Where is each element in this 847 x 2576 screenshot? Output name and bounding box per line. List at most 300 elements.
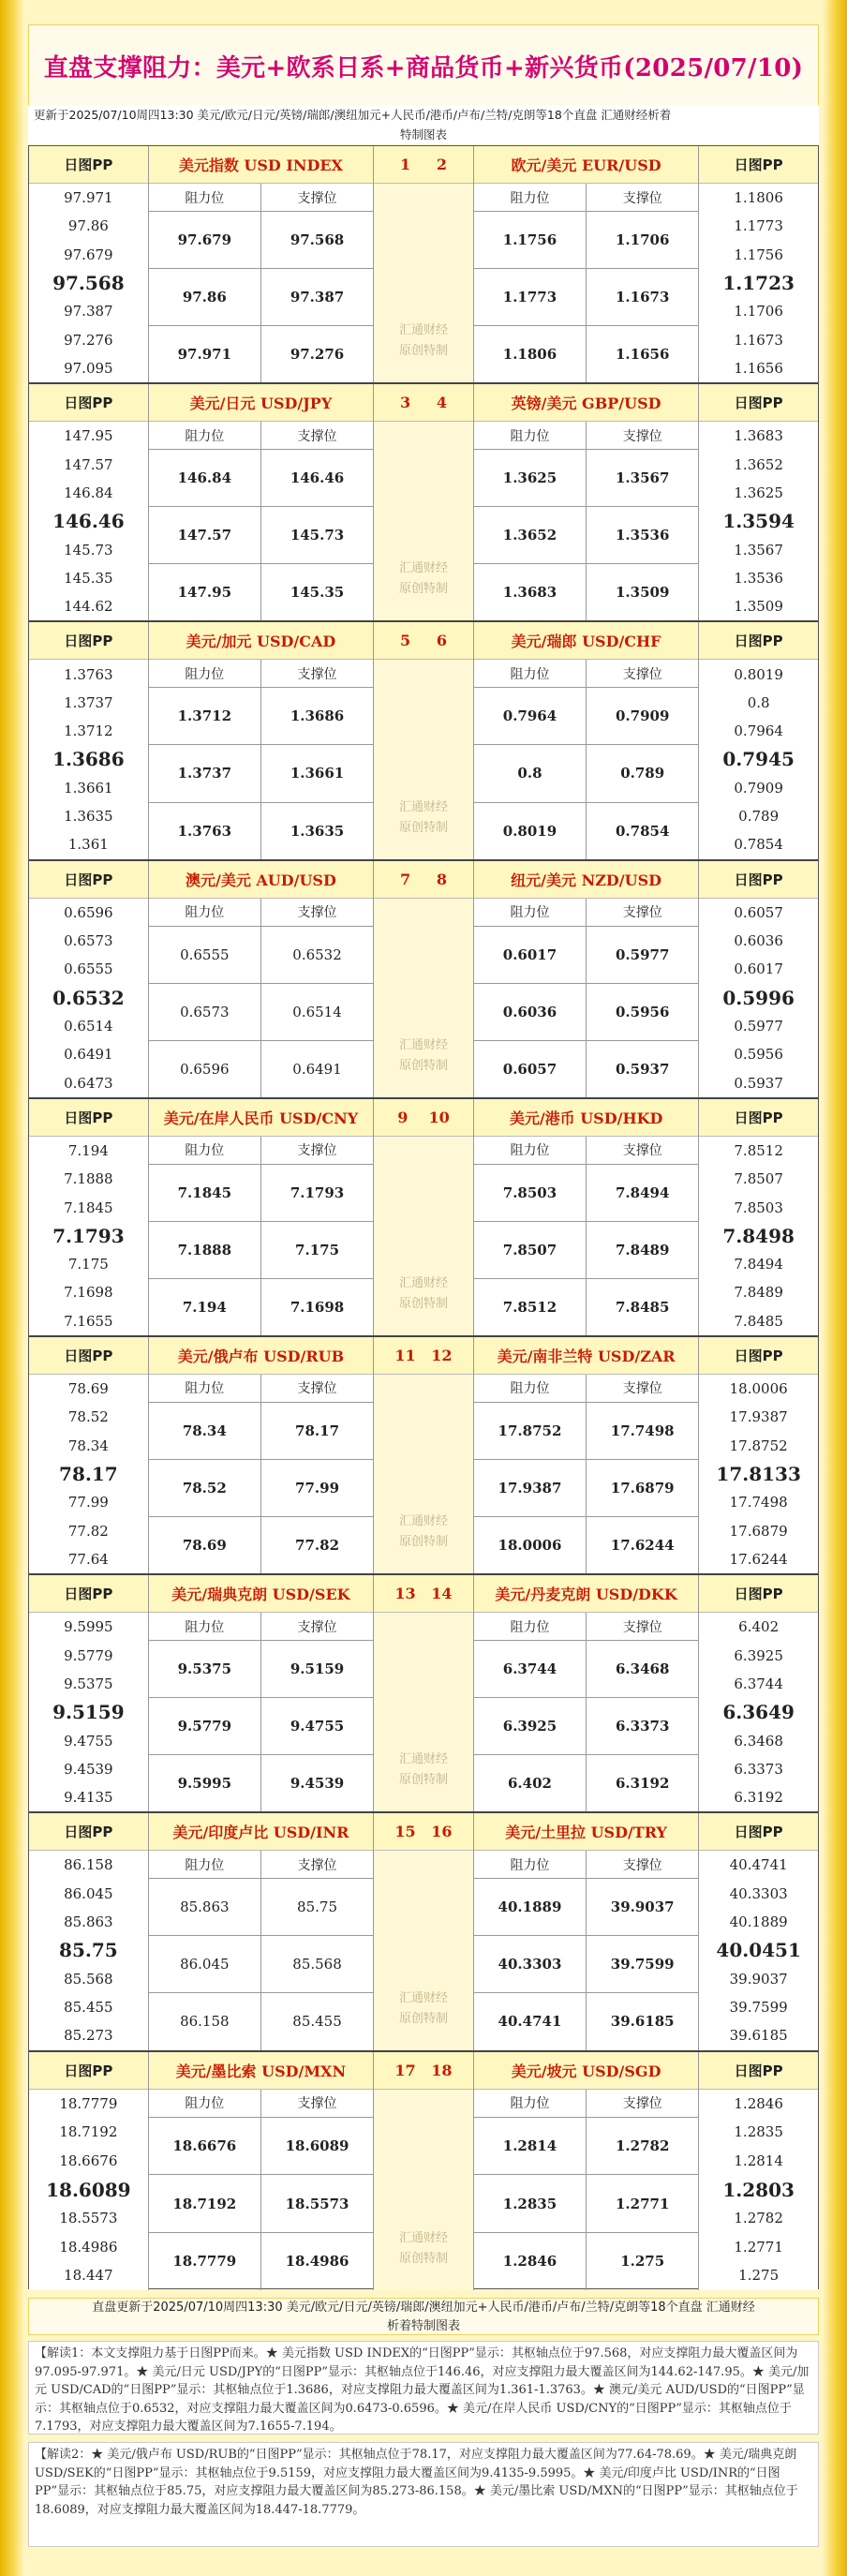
pp-level-value: 17.9387 [729,1408,788,1426]
level-row [149,2118,373,2176]
support-value: 18.6089 [285,2137,349,2154]
resistance-value: 6.3925 [474,1698,587,1754]
pair-title: 美元/瑞典克朗 USD/SEK [149,1575,373,1613]
watermark-line-2: 原创特制 [398,582,448,597]
index-right: 10 [428,1108,450,1126]
level-row [474,927,698,984]
index-left: 17 [394,2061,416,2079]
resistance-label: 阻力位 [149,184,261,211]
level-row [149,1936,373,1993]
resistance-value: 1.3652 [474,507,587,563]
watermark-line-2: 原创特制 [398,1535,448,1550]
pair-block [29,384,818,622]
pp-level-value: 7.1698 [64,1284,113,1302]
index-right: 4 [436,394,447,412]
resistance-label: 阻力位 [474,1613,587,1640]
support-label: 支撑位 [297,1857,337,1873]
pp-pivot-value: 18.6089 [46,2178,131,2201]
resistance-value: 97.971 [149,326,261,382]
pp-column-right [698,861,818,1097]
index-numbers [374,1575,473,1613]
support-value: 39.7599 [610,1956,675,1973]
block-index [373,1099,474,1335]
index-numbers [374,861,473,899]
pp-level-value: 1.2782 [734,2210,783,2227]
index-right: 16 [431,1823,453,1841]
pp-level-value: 1.3536 [734,569,783,587]
pair-title: 美元/加元 USD/CAD [149,622,373,660]
resistance-value: 0.6555 [149,927,261,983]
pp-level-value: 39.7599 [729,1999,788,2017]
pp-level-value: 1.3652 [734,455,783,473]
pp-level-value: 1.3712 [64,722,113,740]
resistance-label: 阻力位 [149,1613,261,1640]
pp-level-value: 9.5995 [64,1618,113,1636]
level-row [474,1222,698,1279]
support-value: 145.35 [290,584,345,602]
resistance-value: 0.8 [474,745,587,801]
resistance-value: 1.3737 [149,745,261,801]
pp-level-value: 17.7498 [729,1494,788,1511]
pp-pivot-value: 146.46 [52,510,125,533]
resistance-value: 7.1888 [149,1222,261,1278]
support-value: 7.1793 [290,1184,345,1201]
resistance-label: 阻力位 [149,1375,261,1402]
pp-pivot-value: 78.17 [59,1463,118,1486]
pp-header: 日图PP [699,1575,818,1613]
pp-level-value: 0.7909 [734,779,783,797]
pp-level-value: 9.5375 [64,1675,113,1692]
support-value: 6.3192 [615,1775,670,1793]
pp-pivot-value: 0.7945 [722,748,795,771]
pp-header: 日图PP [699,384,818,422]
resistance-value: 0.6017 [474,927,587,983]
pp-header: 日图PP [29,1813,148,1851]
support-value: 1.3536 [615,527,670,544]
watermark-line-2: 原创特制 [398,2251,448,2266]
level-row [149,2175,373,2233]
level-row [149,450,373,507]
pair-block [29,861,818,1099]
support-value: 1.3635 [290,822,345,840]
index-left: 3 [399,394,411,412]
pp-level-value: 145.35 [64,569,113,587]
pp-header: 日图PP [29,2052,148,2090]
support-value: 1.1673 [615,289,670,306]
pp-header: 日图PP [29,1099,148,1137]
pp-header: 日图PP [699,1099,818,1137]
resistance-label: 阻力位 [149,2090,261,2117]
support-value: 0.7854 [615,822,670,840]
level-row [149,1517,373,1573]
level-row [149,2233,373,2290]
subheader-row [149,1613,373,1641]
support-value: 39.9037 [610,1898,675,1916]
pair-title: 欧元/美元 EUR/USD [474,146,698,184]
pp-column-left [29,622,149,858]
level-row [149,1641,373,1698]
pair-right [474,1099,698,1335]
block-index [373,622,474,858]
index-left: 9 [397,1108,409,1126]
pp-level-value: 18.447 [64,2267,113,2285]
level-row [149,1698,373,1755]
pair-title: 美元/土里拉 USD/TRY [474,1813,698,1851]
index-right: 14 [431,1585,453,1603]
resistance-value: 18.7779 [149,2233,261,2290]
pair-left [149,2052,373,2290]
resistance-label: 阻力位 [474,1137,587,1164]
pp-column-left [29,1575,149,1811]
pp-pivot-value: 1.3594 [722,510,795,533]
pp-level-value: 0.7964 [734,722,783,740]
pp-header: 日图PP [29,1337,148,1375]
resistance-label: 阻力位 [474,1851,587,1878]
pair-title: 美元/丹麦克朗 USD/DKK [474,1575,698,1613]
pair-block [29,1575,818,1813]
pair-block [29,1099,818,1337]
pp-level-value: 1.3737 [64,693,113,711]
pair-block [29,1813,818,2051]
level-row [474,1403,698,1460]
pp-level-value: 7.194 [67,1141,109,1159]
pair-title: 美元/日元 USD/JPY [149,384,373,422]
pp-column-right [698,1099,818,1335]
pair-block [29,146,818,384]
index-numbers [374,622,473,660]
resistance-value: 1.2835 [474,2175,587,2232]
pp-level-value: 40.4741 [729,1856,788,1874]
support-label: 支撑位 [622,1857,662,1873]
pp-column-right [698,384,818,620]
pp-pivot-value: 97.568 [52,272,125,295]
support-value: 1.3661 [290,765,345,782]
pp-level-value: 7.8503 [734,1199,783,1216]
resistance-value: 1.3712 [149,688,261,744]
pp-level-value: 1.2846 [734,2094,783,2112]
support-value: 17.6879 [610,1480,675,1497]
resistance-value: 0.6036 [474,984,587,1040]
resistance-label: 阻力位 [474,1375,587,1402]
pp-level-value: 40.1889 [729,1913,788,1931]
resistance-value: 0.6596 [149,1041,261,1097]
block-index [373,1337,474,1573]
level-row [474,269,698,326]
pp-level-value: 1.2814 [734,2152,783,2169]
level-row [474,2118,698,2176]
index-left: 15 [394,1823,416,1841]
pp-level-value: 7.1655 [64,1312,113,1330]
pp-level-value: 86.045 [64,1884,113,1902]
resistance-value: 85.863 [149,1879,261,1935]
pp-column-right [698,2052,818,2290]
level-row [474,2233,698,2290]
subheader-row [474,899,698,927]
level-row [474,564,698,620]
level-row [474,212,698,269]
level-row [149,507,373,564]
pp-level-value: 97.86 [67,217,109,235]
subheader-row [149,1851,373,1879]
resistance-value: 17.9387 [474,1460,587,1516]
pp-header: 日图PP [29,384,148,422]
pair-right [474,622,698,858]
pair-left [149,1813,373,2049]
support-value: 97.568 [290,231,345,249]
level-row [474,1279,698,1335]
resistance-label: 阻力位 [149,1137,261,1164]
pp-level-value: 1.1773 [734,217,783,235]
pp-level-value: 145.73 [64,541,113,558]
resistance-value: 86.158 [149,1993,261,2049]
subheader-row [474,660,698,688]
index-numbers [374,384,473,422]
support-value: 17.6244 [610,1537,675,1555]
level-row [474,1698,698,1755]
block-index [373,384,474,620]
index-left: 5 [399,632,411,650]
level-row [149,1222,373,1279]
footer-line-2: 析着特制图表 [386,2319,460,2333]
pp-header: 日图PP [699,861,818,899]
pp-level-value: 6.3192 [734,1789,783,1807]
watermark [374,1273,473,1315]
support-value: 18.4986 [285,2253,349,2271]
level-row [149,564,373,620]
support-label: 支撑位 [297,1619,337,1635]
support-value: 97.276 [290,346,345,364]
resistance-label: 阻力位 [474,184,587,211]
pp-pivot-value: 1.2803 [722,2178,795,2201]
pp-level-value: 7.8489 [734,1284,783,1302]
pp-level-value: 1.1706 [734,303,783,320]
pair-left [149,622,373,858]
pp-level-value: 1.1806 [734,189,783,207]
resistance-label: 阻力位 [474,899,587,926]
pp-column-left [29,1337,149,1573]
pp-level-value: 18.7779 [59,2094,118,2112]
subheader-row [149,660,373,688]
support-value: 146.46 [290,469,345,487]
pp-column-right [698,1337,818,1573]
index-right: 8 [436,870,447,888]
pp-level-value: 1.2771 [734,2238,783,2256]
pp-level-value: 0.6555 [64,960,113,978]
pp-level-value: 0.6036 [734,932,783,950]
index-numbers [374,1099,473,1137]
resistance-label: 阻力位 [149,660,261,687]
pp-level-value: 0.8019 [734,665,783,683]
pp-pivot-value: 17.8133 [716,1463,801,1486]
subheader-row [474,1613,698,1641]
pp-level-value: 1.275 [738,2267,780,2285]
support-value: 7.1698 [290,1298,345,1316]
support-label: 支撑位 [297,1143,337,1159]
watermark [374,320,473,362]
subheader-row [474,1851,698,1879]
pp-header: 日图PP [699,1337,818,1375]
update-header [28,105,819,144]
index-left: 13 [394,1585,416,1603]
support-value: 0.5937 [615,1060,670,1078]
pair-left [149,146,373,382]
resistance-label: 阻力位 [474,422,587,449]
pp-column-left [29,2052,149,2290]
footer-line-1: 直盘更新于2025/07/10周四13:30 美元/欧元/日元/英镑/瑞郎/澳纽加元+人民币/港币/卢布/兰特/克朗等18个直盘 汇通财经 [92,2301,755,2315]
pp-level-value: 77.99 [67,1494,109,1511]
support-value: 7.175 [295,1241,340,1258]
block-index [373,146,474,382]
update-line-1: 更新于2025/07/10周四13:30 美元/欧元/日元/英镑/瑞郎/澳纽加元+人民币/港币/卢布/兰特/克朗等18个直盘 汇通财经析着 [34,108,672,122]
level-row [149,803,373,859]
subheader-row [474,422,698,450]
watermark-area [374,1375,473,1573]
support-value: 17.7498 [610,1422,675,1439]
pp-level-value: 7.8512 [734,1141,783,1159]
pp-level-value: 1.3635 [64,808,113,826]
watermark-line-1: 汇通财经 [398,323,448,338]
pp-level-value: 0.6514 [64,1017,113,1035]
pp-level-value: 18.7192 [59,2123,118,2141]
level-row [474,1936,698,1993]
index-left: 1 [399,156,411,173]
pp-level-value: 1.3509 [734,598,783,616]
support-value: 85.75 [297,1898,337,1916]
subheader-row [149,1375,373,1403]
watermark-line-1: 汇通财经 [398,1037,448,1052]
pp-column-left [29,1099,149,1335]
pp-column-left [29,146,149,382]
pp-level-value: 0.6491 [64,1046,113,1064]
pair-right [474,1575,698,1811]
index-right: 6 [436,632,447,650]
pp-pivot-value: 7.1793 [52,1224,125,1247]
pp-level-value: 7.175 [67,1256,109,1273]
subheader-row [149,184,373,212]
pp-level-value: 97.971 [64,189,113,207]
pair-block [29,622,818,860]
pair-right [474,146,698,382]
level-row [149,688,373,745]
pp-pivot-value: 9.5159 [52,1701,125,1724]
level-row [474,1460,698,1517]
level-row [149,1993,373,2049]
pair-block [29,2052,818,2290]
pp-level-value: 146.84 [64,484,113,501]
level-row [149,1403,373,1460]
pp-level-value: 7.8494 [734,1256,783,1273]
pp-level-value: 17.6879 [729,1522,788,1540]
resistance-value: 1.3683 [474,564,587,620]
level-row [149,984,373,1041]
level-row [474,984,698,1041]
index-numbers [374,1813,473,1851]
index-numbers [374,2052,473,2090]
pair-left [149,1575,373,1811]
support-value: 1.2771 [615,2195,670,2212]
index-right: 18 [431,2061,453,2079]
pp-pivot-value: 1.3686 [52,748,125,771]
pp-column-right [698,1575,818,1811]
support-value: 18.5573 [285,2195,349,2212]
support-value: 0.6514 [292,1003,342,1020]
support-label: 支撑位 [622,428,662,444]
support-value: 85.568 [292,1956,342,1973]
pp-level-value: 1.1673 [734,331,783,349]
level-row [149,1279,373,1335]
resistance-value: 1.3625 [474,450,587,506]
pp-level-value: 9.5779 [64,1646,113,1664]
watermark-line-2: 原创特制 [398,1296,448,1311]
watermark-area [374,660,473,858]
support-value: 85.455 [292,2013,342,2031]
pp-level-value: 6.3925 [734,1646,783,1664]
support-label: 支撑位 [622,666,662,682]
pp-level-value: 6.3468 [734,1732,783,1750]
pp-level-value: 1.1756 [734,246,783,263]
index-left: 7 [399,870,411,888]
pp-level-value: 1.2835 [734,2123,783,2141]
watermark-area [374,184,473,382]
pp-pivot-value: 6.3649 [722,1701,795,1724]
pair-title: 美元/墨比索 USD/MXN [149,2052,373,2090]
support-value: 9.4539 [290,1775,345,1793]
support-value: 39.6185 [610,2013,675,2031]
resistance-value: 78.52 [149,1460,261,1516]
support-value: 1.3567 [615,469,670,487]
pp-level-value: 39.6185 [729,2027,788,2045]
support-label: 支撑位 [297,666,337,682]
support-value: 0.5977 [615,946,670,963]
support-label: 支撑位 [622,1143,662,1159]
pp-level-value: 97.679 [64,246,113,263]
resistance-value: 9.5375 [149,1641,261,1697]
support-value: 9.4755 [290,1718,345,1735]
resistance-label: 阻力位 [474,2090,587,2117]
pp-level-value: 6.3744 [734,1675,783,1692]
page-title: 直盘支撑阻力：美元+欧系日系+商品货币+新兴货币(2025/07/10) [43,53,804,82]
pair-title: 美元/港币 USD/HKD [474,1099,698,1137]
pp-level-value: 1.3567 [734,541,783,558]
pp-level-value: 85.455 [64,1999,113,2017]
update-line-2: 特制图表 [399,127,447,141]
resistance-value: 97.679 [149,212,261,268]
watermark-area [374,1137,473,1335]
pp-level-value: 97.095 [64,360,113,378]
level-row [474,1165,698,1222]
pp-level-value: 78.52 [67,1408,109,1426]
support-value: 1.1656 [615,346,670,364]
pp-level-value: 1.3625 [734,484,783,501]
support-value: 6.3468 [615,1660,670,1678]
subheader-row [149,422,373,450]
pp-column-left [29,861,149,1097]
index-right: 12 [431,1346,453,1364]
resistance-value: 17.8752 [474,1403,587,1459]
pp-level-value: 0.7854 [734,836,783,854]
resistance-label: 阻力位 [474,660,587,687]
pp-level-value: 97.276 [64,331,113,349]
resistance-value: 7.8512 [474,1279,587,1335]
watermark [374,558,473,600]
level-row [474,1993,698,2049]
footer [28,2298,819,2335]
block-index [373,1575,474,1811]
pair-title: 美元/瑞郎 USD/CHF [474,622,698,660]
pp-level-value: 7.1888 [64,1170,113,1188]
resistance-value: 18.7192 [149,2175,261,2232]
level-row [474,1517,698,1573]
